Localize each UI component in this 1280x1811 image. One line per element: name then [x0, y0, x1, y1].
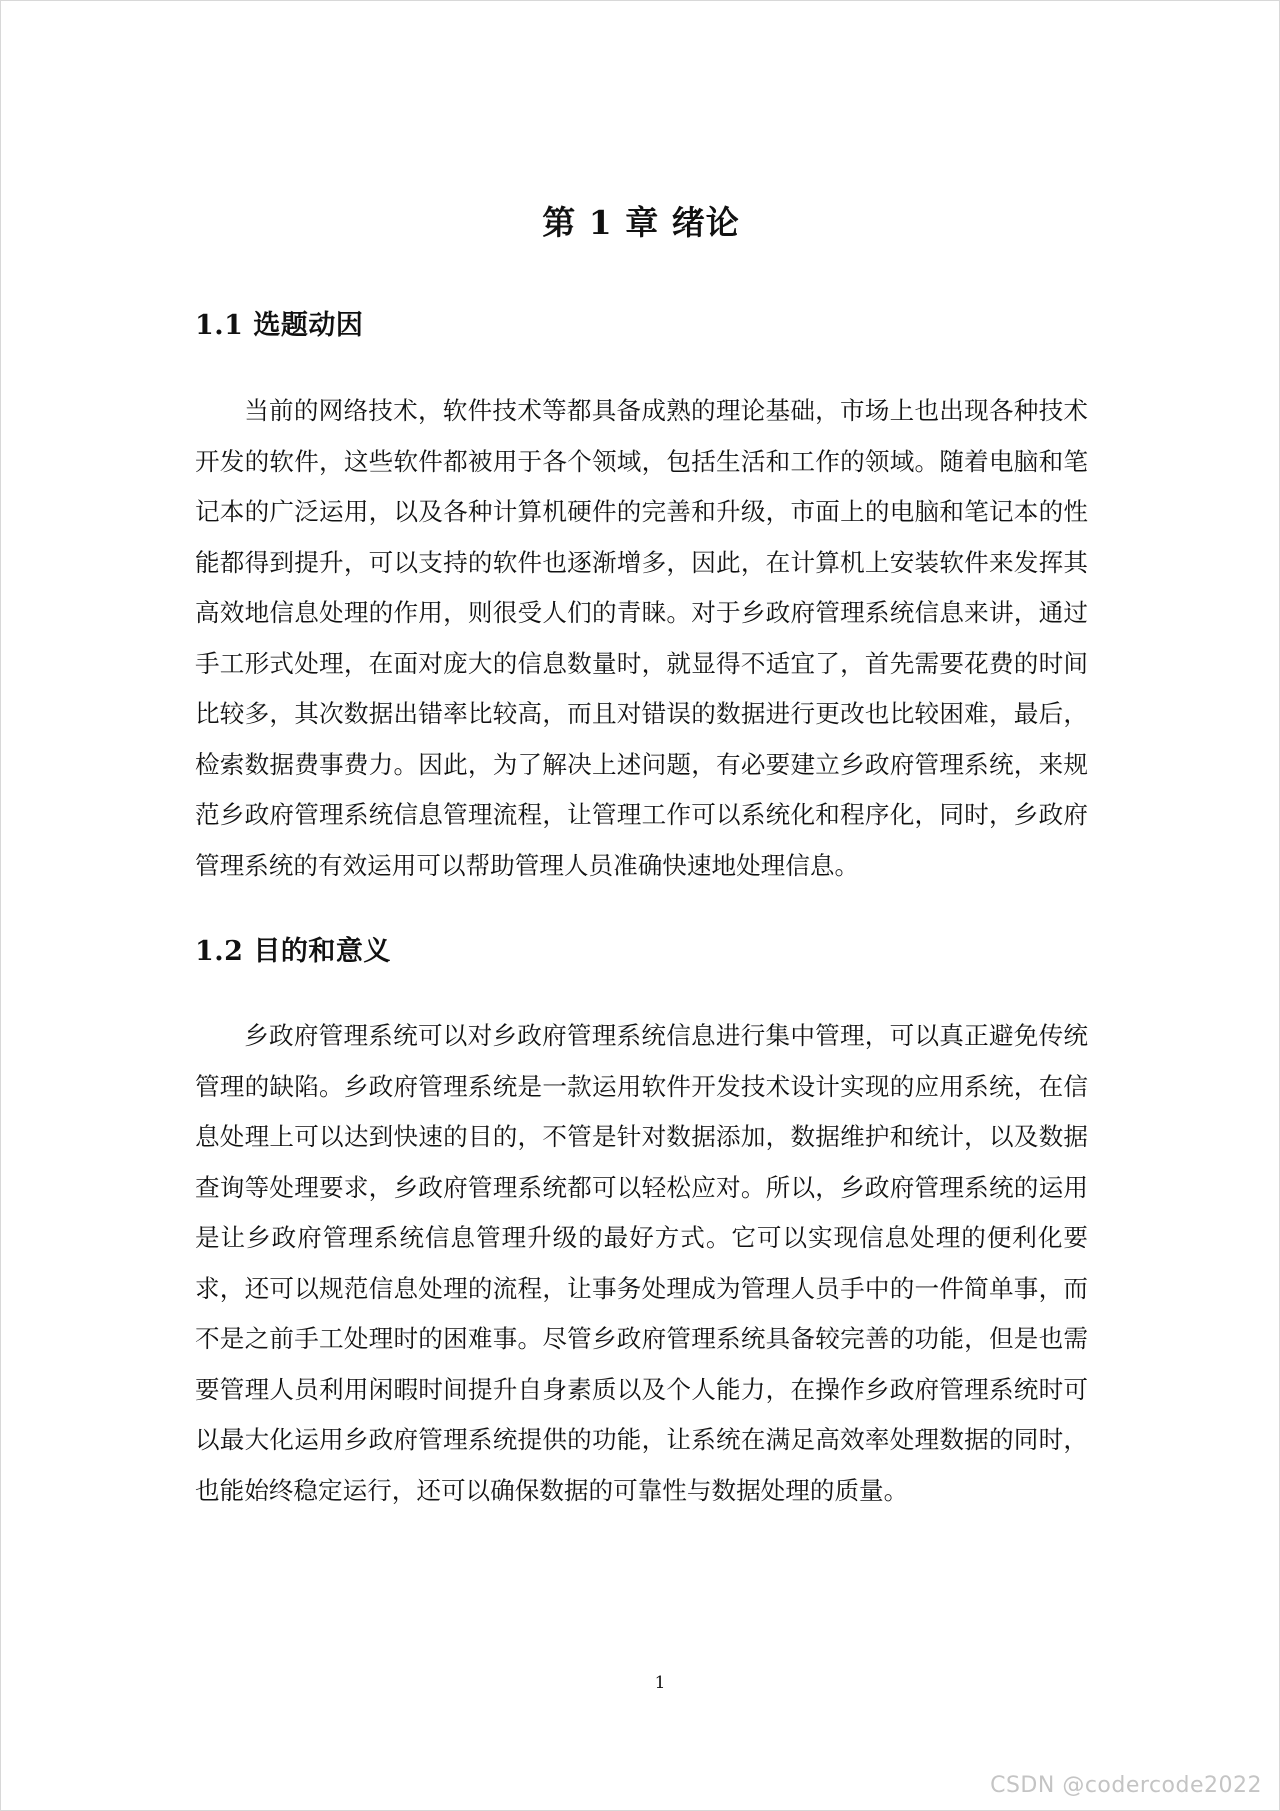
chapter-title: 第 1 章 绪论 — [542, 203, 740, 242]
section-paragraph-1-1: 当前的网络技术，软件技术等都具备成熟的理论基础，市场上也出现各种技术开发的软件，这些软件都被用于各个领域，包括生活和工作的领域。随着电脑和笔记本的广泛运用，以及各种计算机硬件的完善和升级，市面上的电脑和笔记本的性能都得到提升，可以支持的软件也逐渐增多，因此，在计算机上安装软件来发挥其高效地信息处理的作用，则很受人们的青睐。对于乡政府管理系统信息来讲，通过手工形式处理，在面对庞大的信息数量时，就显得不适宜了，首先需要花费的时间比较多，其次数据出错率比较高，而且对错误的数据进行更改也比较困难，最后，检索数据费事费力。因此，为了解决上述问题，有必要建立乡政府管理系统，来规范乡政府管理系统信息管理流程，让管理工作可以系统化和程序化，同时，乡政府管理系统的有效运用可以帮助管理人员准确快速地处理信息。 — [195, 396, 1088, 880]
section-heading-1-1: 1.1 选题动因 — [195, 310, 364, 341]
section-paragraph-1-2: 乡政府管理系统可以对乡政府管理系统信息进行集中管理，可以真正避免传统管理的缺陷。乡政府管理系统是一款运用软件开发技术设计实现的应用系统，在信息处理上可以达到快速的目的，不管是针对数据添加，数据维护和统计，以及数据查询等处理要求，乡政府管理系统都可以轻松应对。所以，乡政府管理系统的运用是让乡政府管理系统信息管理升级的最好方式。它可以实现信息处理的便利化要求，还可以规范信息处理的流程，让事务处理成为管理人员手中的一件简单事，而不是之前手工处理时的困难事。尽管乡政府管理系统具备较完善的功能，但是也需要管理人员利用闲暇时间提升自身素质以及个人能力，在操作乡政府管理系统时可以最大化运用乡政府管理系统提供的功能，让系统在满足高效率处理数据的同时，也能始终稳定运行，还可以确保数据的可靠性与数据处理的质量。 — [195, 1021, 1088, 1505]
section-heading-1-2: 1.2 目的和意义 — [195, 936, 391, 967]
page-number: 1 — [654, 1673, 666, 1693]
csdn-watermark: CSDN @codercode2022 — [990, 1773, 1262, 1798]
